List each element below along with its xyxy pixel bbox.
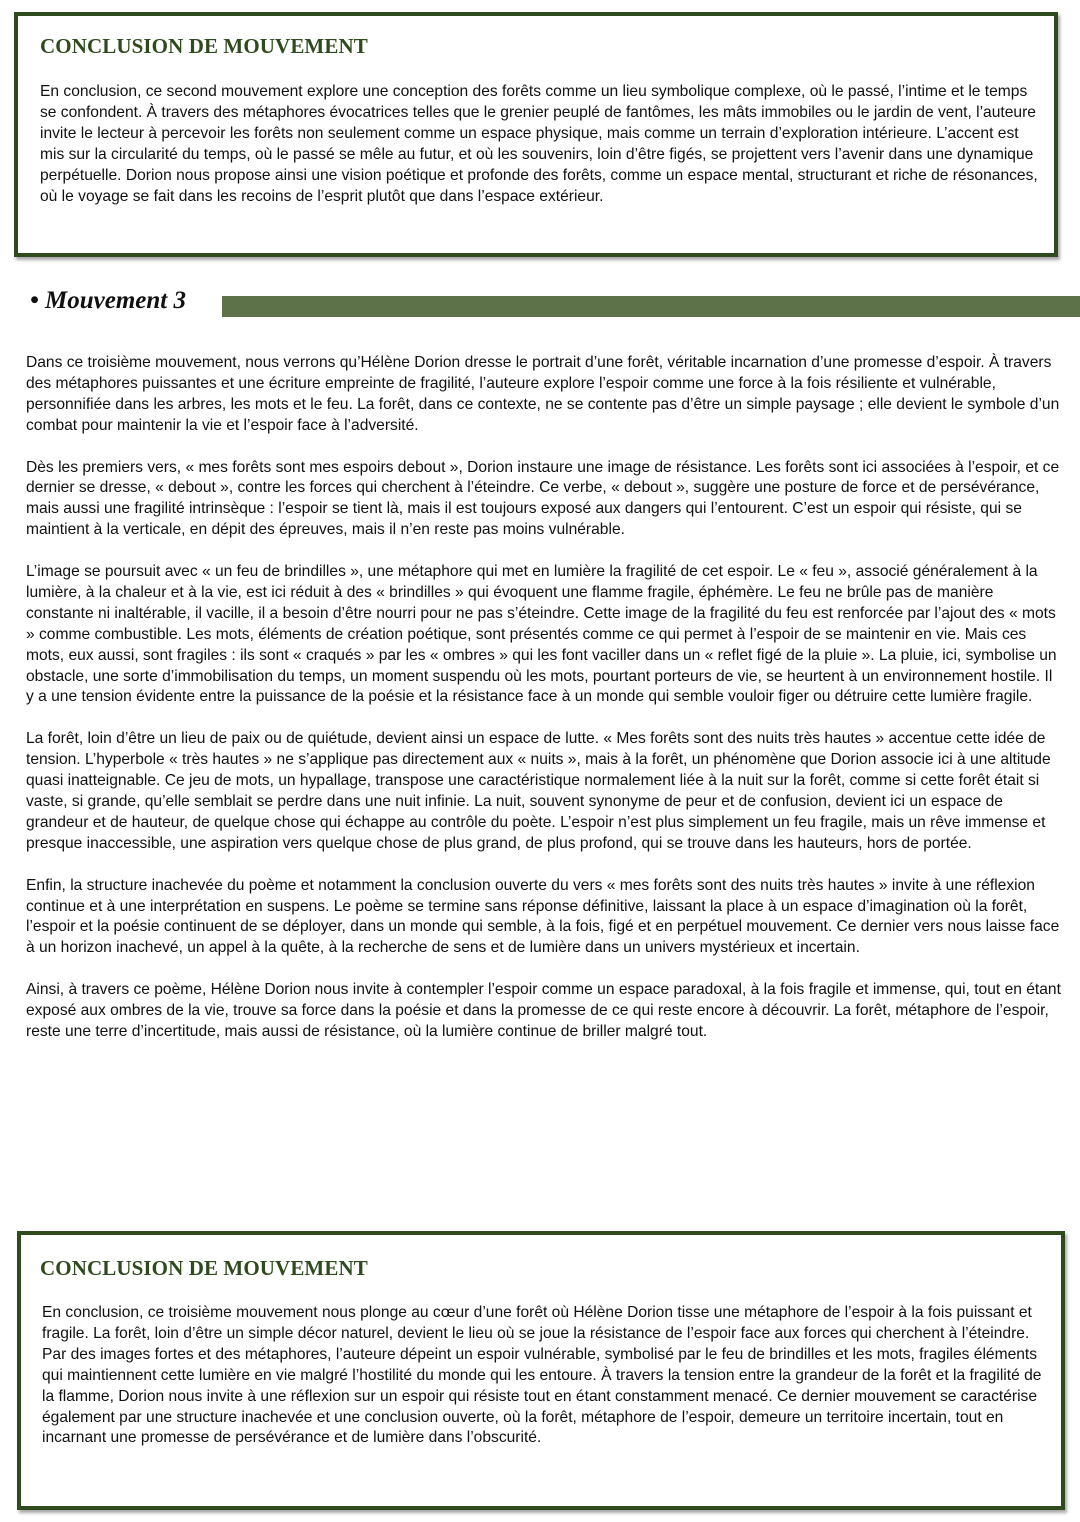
- conclusion-text-1: En conclusion, ce second mouvement explore une conception des forêts comme un lieu symbolique complexe, où le passé, l’intime et le temps se confondent. À travers des métaphores évocatrices telles que le grenier peuplé de fantômes, les mâts immobiles ou le jardin de vent, l’auteure invite le lecteur à percevoir les forêts non seulement comme un espace physique, mais comme un terrain d’exploration intérieure. L’accent est mis sur la circularité du temps, où le passé se mêle au futur, et où les souvenirs, loin d’être figés, se projettent vers l’avenir dans une dynamique perpétuelle. Dorion nous propose ainsi une vision poétique et profonde des forêts, comme un espace mental, structurant et riche de résonances, où le voyage se fait dans les recoins de l’esprit plutôt que dans l’espace extérieur.: [40, 83, 1038, 205]
- conclusion-title-1: CONCLUSION DE MOUVEMENT: [40, 34, 368, 58]
- paragraph: L’image se poursuit avec « un feu de brindilles », une métaphore qui met en lumière la fragilité de cet espoir. Le « feu », associé généralement à la lumière, à la chaleur et à la vie, est ici réduit à des « brindilles » qui évoquent une flamme fragile, éphémère. Le feu ne brûle pas de manière constante ni inaltérable, il vacille, il a besoin d’être nourri pour ne pas s’éteindre. Cette image de la fragilité du feu est renforcée par l’ajout des « mots » comme combustible. Les mots, éléments de création poétique, sont présentés comme ce qui permet à l’espoir de se maintenir en vie. Mais ces mots, eux aussi, sont fragiles : ils sont « craqués » par les « ombres » qui les font vaciller dans un « reflet figé de la pluie ». La pluie, ici, symbolise un obstacle, une sorte d’immobilisation du temps, un moment suspendu où les mots, pourtant porteurs de vie, se heurtent à un environnement hostile. Il y a une tension évidente entre la puissance de la poésie et la résistance face à un monde qui semble vouloir figer ou détruire cette lumière fragile.: [26, 563, 1057, 706]
- paragraph: Enfin, la structure inachevée du poème et notamment la conclusion ouverte du vers « mes forêts sont des nuits très hautes » invite à une réflexion continue et à une interprétation en suspens. Le poème se termine sans réponse définitive, laissant la place à un espace d’imagination où la forêt, l’espoir et la poésie continuent de se déployer, dans un monde qui semble, à la fois, figé et en perpétuel mouvement. Ce dernier vers nous laisse face à un horizon inachevé, un appel à la quête, à la recherche de sens et de lumière dans un univers mystérieux et incertain.: [26, 876, 1060, 957]
- paragraph: La forêt, loin d’être un lieu de paix ou de quiétude, devient ainsi un espace de lutte. « Mes forêts sont des nuits très hautes » accentue cette idée de tension. L’hyperbole « très hautes » ne s’applique pas directement aux « nuits », mais à la forêt, un phénomène que Dorion associe ici à une altitude quasi inatteignable. Ce jeu de mots, un hypallage, transpose une caractéristique normalement liée à la nuit sur la forêt, comme si cette forêt était si vaste, si grande, qu’elle semblait se perdre dans une nuit infinie. La nuit, souvent synonyme de peur et de confusion, devient ici un espace de grandeur et de hauteur, de quelque chose qui échappe au contrôle du poète. L’espoir n’est plus simplement un feu fragile, mais un rêve immense et presque inaccessible, une aspiration vers quelque chose de plus grand, de plus profond, qui se trouve dans les hauteurs, hors de portée.: [26, 730, 1051, 852]
- body-text: [26, 353, 1061, 1064]
- conclusion-text-2: En conclusion, ce troisième mouvement nous plonge au cœur d’une forêt où Hélène Dorion tisse une métaphore de l’espoir à la fois puissant et fragile. La forêt, loin d’être un simple décor naturel, devient le lieu où se joue la résistance de l’espoir face aux forces qui cherchent à l’éteindre. Par des images fortes et des métaphores, l’auteure dépeint un espoir vulnérable, symbolisé par le feu de brindilles et les mots, fragiles éléments qui maintiennent cette lumière en vie malgré l’hostilité du monde qui les entoure. À travers la tension entre la grandeur de la forêt et la fragilité de la flamme, Dorion nous invite à une réflexion sur un espoir qui résiste tout en étant constamment menacé. Ce dernier mouvement se caractérise également par une structure inachevée et une conclusion ouverte, où la forêt, métaphore de l’espoir, demeure un territoire incertain, tout en incarnant une promesse de persévérance et de lumière dans l’obscurité.: [42, 1304, 1042, 1447]
- conclusion-title-2: CONCLUSION DE MOUVEMENT: [40, 1256, 368, 1280]
- conclusion-box-1: [14, 12, 1058, 257]
- section-heading: • Mouvement 3: [30, 287, 186, 314]
- conclusion-box-2: [17, 1231, 1065, 1510]
- paragraph: Ainsi, à travers ce poème, Hélène Dorion nous invite à contempler l’espoir comme un espace paradoxal, à la fois fragile et immense, qui, tout en étant exposé aux ombres de la vie, trouve sa force dans la poésie et dans la promesse de ce qui reste encore à découvrir. La forêt, métaphore de l’espoir, reste une terre d’incertitude, mais aussi de résistance, où la lumière continue de briller malgré tout.: [26, 981, 1061, 1040]
- paragraph: Dès les premiers vers, « mes forêts sont mes espoirs debout », Dorion instaure une image de résistance. Les forêts sont ici associées à l’espoir, et ce dernier se dresse, « debout », contre les forces qui cherchent à l’éteindre. Ce verbe, « debout », suggère une posture de force et de persévérance, mais aussi une fragilité intrinsèque : l’espoir se tient là, mais il est toujours exposé aux dangers qui l’entourent. C’est un espoir qui résiste, qui se maintient à la verticale, en dépit des épreuves, mais il n’en reste pas moins vulnérable.: [26, 458, 1060, 539]
- heading-divider-bar: [222, 296, 1080, 317]
- paragraph: Dans ce troisième mouvement, nous verrons qu’Hélène Dorion dresse le portrait d’une forêt, véritable incarnation d’une promesse d’espoir. À travers des métaphores puissantes et une écriture empreinte de fragilité, l’auteure explore l’espoir comme une force à la fois résiliente et vulnérable, personnifiée dans les arbres, les mots et le feu. La forêt, dans ce contexte, ne se contente pas d’être un simple paysage ; elle devient le symbole d’un combat pour maintenir la vie et l’espoir face à l’adversité.: [26, 354, 1060, 434]
